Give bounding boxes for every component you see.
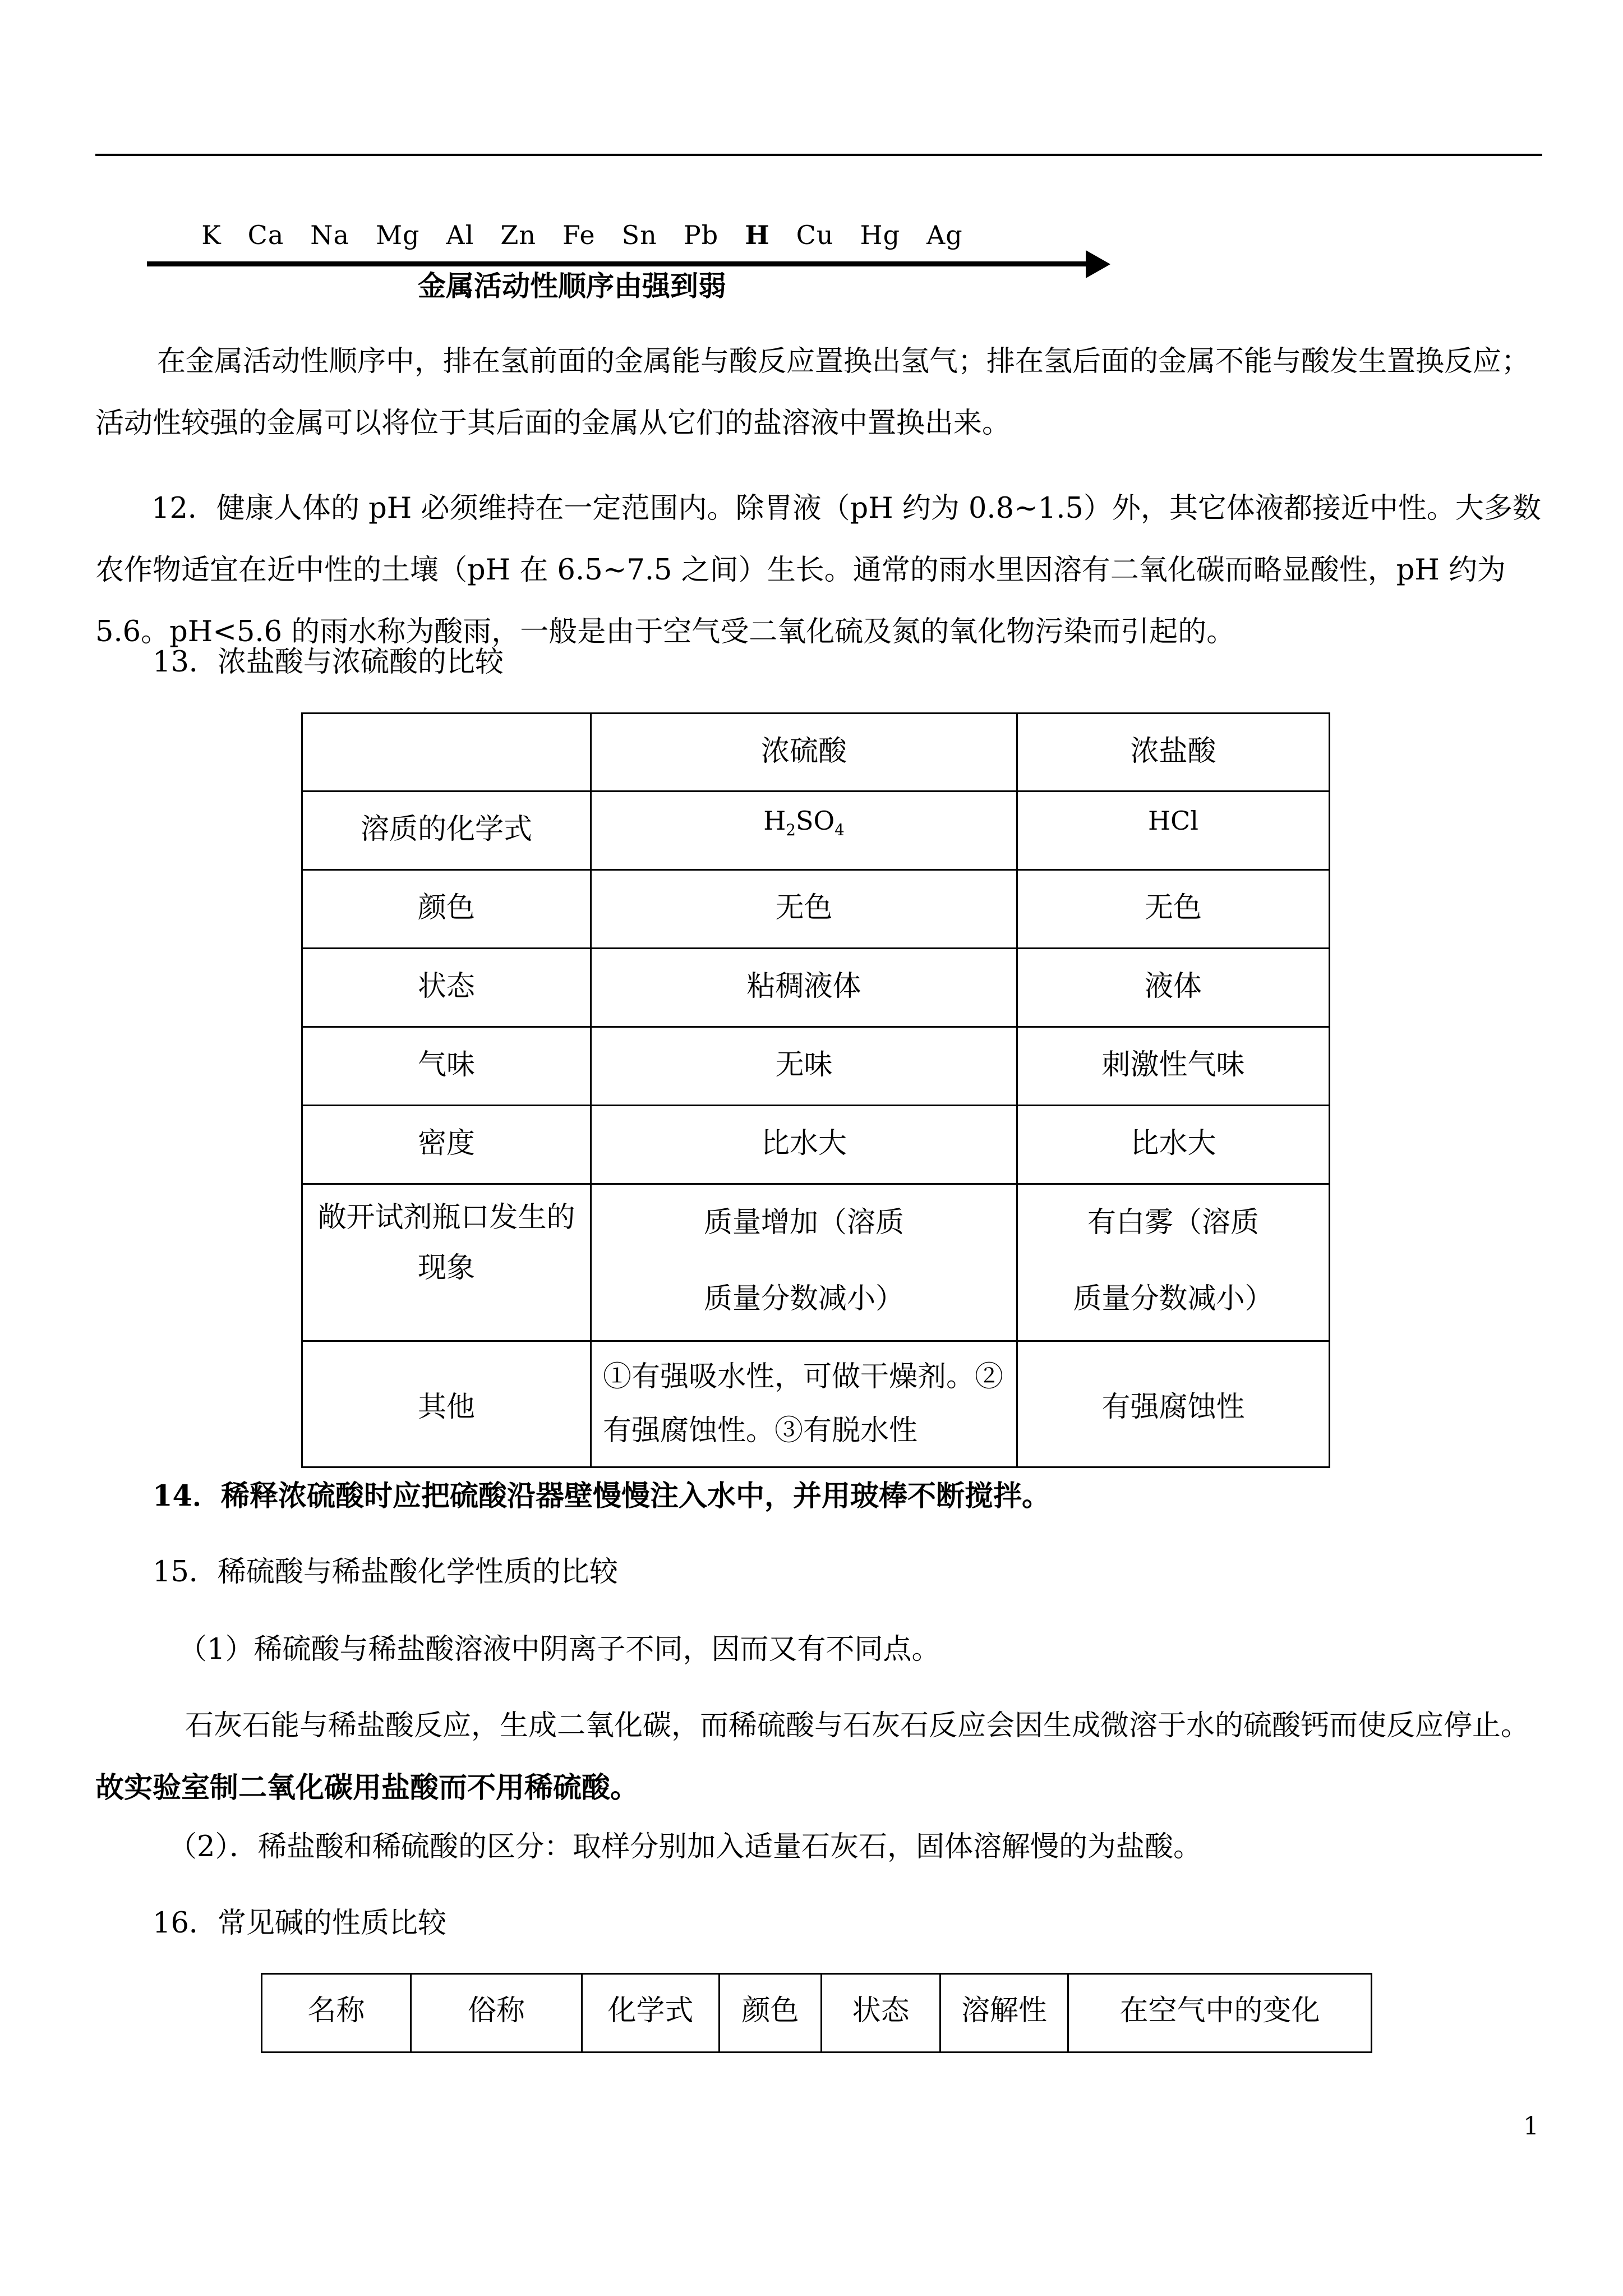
table-header-h2so4: 浓硫酸 <box>591 714 1017 792</box>
header-rule <box>95 154 1542 156</box>
table-cell: 比水大 <box>591 1106 1017 1184</box>
table-cell: 液体 <box>1017 949 1330 1027</box>
metal-symbol: Ca <box>247 220 284 250</box>
table-cell: 无色 <box>1017 870 1330 949</box>
table-cell: 质量增加（溶质 质量分数减小） <box>591 1184 1017 1341</box>
table-row-label: 其他 <box>302 1341 591 1467</box>
table-cell: 无色 <box>591 870 1017 949</box>
table-header-name: 名称 <box>262 1974 411 2053</box>
table-row <box>302 714 1330 792</box>
table-cell: 无味 <box>591 1027 1017 1106</box>
table-cell: 比水大 <box>1017 1106 1330 1184</box>
metal-symbol: Fe <box>562 220 596 250</box>
metal-symbol: Na <box>310 220 349 250</box>
arrow-right-icon <box>1086 250 1110 278</box>
table-row-label: 气味 <box>302 1027 591 1106</box>
formula-hcl: HCl <box>1017 792 1330 870</box>
paragraph-15-limestone: 石灰石能与稀盐酸反应，生成二氧化碳，而稀硫酸与石灰石反应会因生成微溶于水的硫酸钙而使反应停止。故实验室制二氧化碳用盐酸而不用稀硫酸。 <box>95 1709 1530 1805</box>
heading-16: 16．常见碱的性质比较 <box>153 1907 446 1940</box>
metal-symbol: Al <box>446 220 474 250</box>
heading-15: 15．稀硫酸与稀盐酸化学性质的比较 <box>153 1556 618 1589</box>
metal-symbol: Pb <box>683 220 719 250</box>
table-row <box>262 1974 1372 2053</box>
metal-symbol: Ag <box>926 220 963 250</box>
table-row <box>302 1106 1330 1184</box>
table-header-common-name: 俗称 <box>411 1974 582 2053</box>
table-row <box>302 949 1330 1027</box>
metal-activity-series <box>184 190 989 250</box>
metal-symbol: Cu <box>796 220 834 250</box>
paragraph-14: 14．稀释浓硫酸时应把硫酸沿器壁慢慢注入水中，并用玻棒不断搅拌。 <box>153 1479 1050 1513</box>
table-row <box>302 1341 1330 1467</box>
table-cell: 刺激性气味 <box>1017 1027 1330 1106</box>
table-row-label: 溶质的化学式 <box>302 792 591 870</box>
table-header-hcl: 浓盐酸 <box>1017 714 1330 792</box>
metal-symbol: Hg <box>860 220 901 250</box>
metal-symbol-hydrogen: H <box>745 220 770 250</box>
table-row-label: 密度 <box>302 1106 591 1184</box>
acid-comparison-table <box>301 712 1330 1468</box>
table-cell: 有强腐蚀性 <box>1017 1341 1330 1467</box>
table-row <box>302 1184 1330 1341</box>
metal-symbol: Sn <box>621 220 657 250</box>
table-cell: ①有强吸水性，可做干燥剂。② 有强腐蚀性。③有脱水性 <box>591 1341 1017 1467</box>
table-row-label: 敞开试剂瓶口发生的 现象 <box>302 1184 591 1341</box>
table-cell: 有白雾（溶质 质量分数减小） <box>1017 1184 1330 1341</box>
table-row <box>302 792 1330 870</box>
formula-h2so4: $H_2SO_4$ <box>591 792 1017 870</box>
heading-13: 13．浓盐酸与浓硫酸的比较 <box>153 646 504 679</box>
metal-symbol: Mg <box>375 220 420 250</box>
table-row <box>302 1027 1330 1106</box>
table-row-label: 颜色 <box>302 870 591 949</box>
activity-paragraph: 在金属活动性顺序中，排在氢前面的金属能与酸反应置换出氢气；排在氢后面的金属不能与酸发生置换反应；活动性较强的金属可以将位于其后面的金属从它们的盐溶液中置换出来。 <box>95 345 1530 440</box>
table-header-color: 颜色 <box>720 1974 822 2053</box>
metal-symbol: K <box>201 220 222 250</box>
table-row-label: 状态 <box>302 949 591 1027</box>
table-cell: 粘稠液体 <box>591 949 1017 1027</box>
table-header-formula: 化学式 <box>582 1974 720 2053</box>
table-cell <box>302 714 591 792</box>
table-header-state: 状态 <box>822 1974 940 2053</box>
base-comparison-table <box>261 1973 1372 2053</box>
table-row <box>302 870 1330 949</box>
paragraph-15-2: （2）．稀盐酸和稀硫酸的区分：取样分别加入适量石灰石，固体溶解慢的为盐酸。 <box>168 1830 1202 1864</box>
page-number: 1 <box>1523 2112 1539 2141</box>
paragraph-15-1: （1）稀硫酸与稀盐酸溶液中阴离子不同，因而又有不同点。 <box>178 1633 940 1666</box>
table-header-solubility: 溶解性 <box>940 1974 1068 2053</box>
paragraph-12: 12．健康人体的 pH 必须维持在一定范围内。除胃液（pH 约为 0.8~1.5）外，其它体液都接近中性。大多数农作物适宜在近中性的土壤（pH 在 6.5~7.5 之间）生长。通常的雨水里因溶有二氧化碳而略显酸性，pH 约为 5.6。pH<5.6 的雨水称为酸雨，一般是由于空气受二氧化硫及氮的氧化物污染而引起的。 <box>95 492 1541 648</box>
metal-symbol: Zn <box>500 220 537 250</box>
arrow-label: 金属活动性顺序由强到弱 <box>418 269 726 302</box>
table-header-air-change: 在空气中的变化 <box>1068 1974 1372 2053</box>
paragraph-15-conclusion: 故实验室制二氧化碳用盐酸而不用稀硫酸。 <box>95 1771 639 1805</box>
